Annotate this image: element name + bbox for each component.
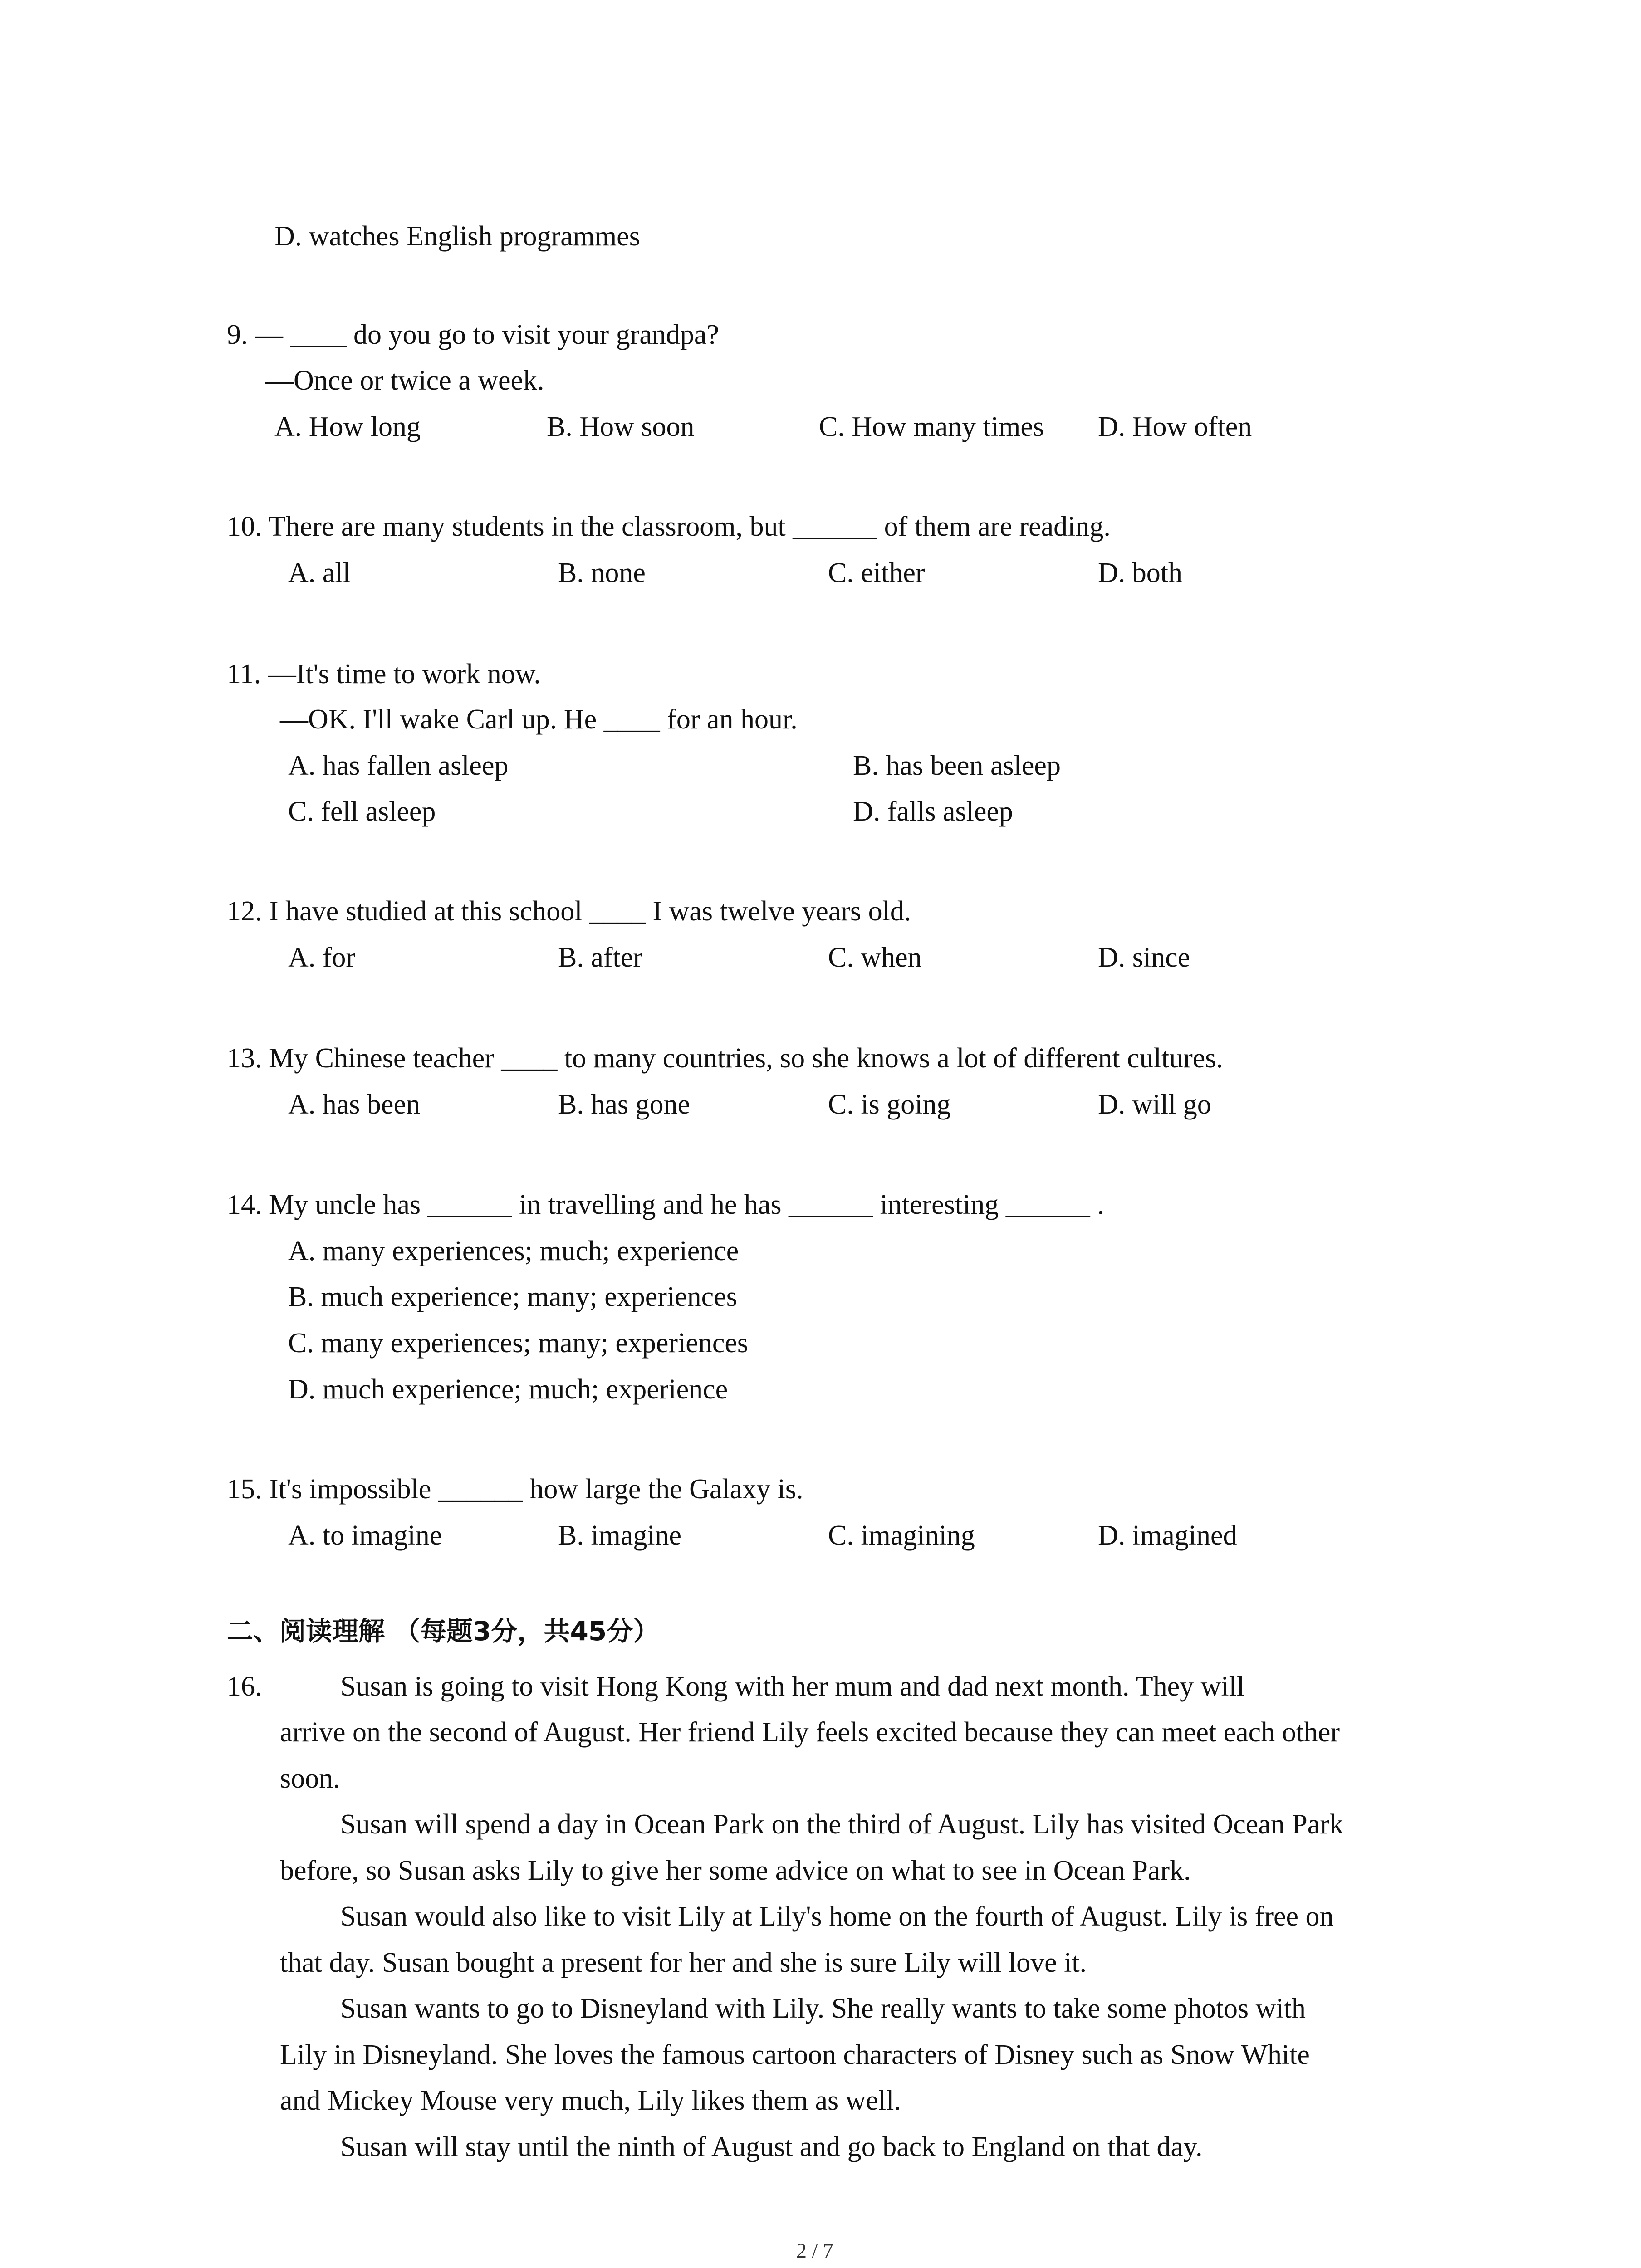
q12-option-d: D. since (1098, 942, 1190, 973)
q13-option-b: B. has gone (558, 1089, 691, 1120)
q14-option-a: A. many experiences; much; experience (288, 1236, 739, 1266)
q14-stem: 14. My uncle has ______ in travelling and he has ______ interesting ______ . (227, 1189, 1104, 1220)
section-heading: 二、阅读理解 （每题3分，共45分） (227, 1616, 660, 1647)
q16-passage-line: Susan will spend a day in Ocean Park on the third of August. Lily has visited Ocean Park (340, 1809, 1343, 1840)
q10-option-a: A. all (288, 557, 351, 588)
q13-option-a: A. has been (288, 1089, 420, 1120)
q10-option-c: C. either (828, 557, 925, 588)
q13-option-c: C. is going (828, 1089, 951, 1120)
q9-option-b: B. How soon (547, 411, 695, 442)
q16-passage-line: Susan is going to visit Hong Kong with her mum and dad next month. They will (340, 1671, 1245, 1702)
q15-stem: 15. It's impossible ______ how large the Galaxy is. (227, 1474, 803, 1505)
q16-passage-line: Susan will stay until the ninth of August and go back to England on that day. (340, 2131, 1203, 2162)
q16-passage-line: Susan would also like to visit Lily at Lily's home on the fourth of August. Lily is free on (340, 1901, 1334, 1932)
q16-number: 16. (227, 1671, 262, 1702)
q11-option-a: A. has fallen asleep (288, 750, 509, 781)
q16-passage-line: and Mickey Mouse very much, Lily likes them as well. (280, 2085, 901, 2116)
q9-option-c: C. How many times (819, 411, 1044, 442)
q11-option-c: C. fell asleep (288, 796, 436, 827)
q12-stem: 12. I have studied at this school ____ I was twelve years old. (227, 896, 911, 927)
q9-line2: —Once or twice a week. (265, 365, 544, 396)
q10-option-d: D. both (1098, 557, 1182, 588)
page-number: 2 / 7 (796, 2239, 833, 2262)
q12-option-a: A. for (288, 942, 356, 973)
q14-option-b: B. much experience; many; experiences (288, 1281, 737, 1312)
q11-option-d: D. falls asleep (853, 796, 1013, 827)
q15-option-d: D. imagined (1098, 1520, 1237, 1551)
q12-option-b: B. after (558, 942, 642, 973)
q16-passage-line: Lily in Disneyland. She loves the famous cartoon characters of Disney such as Snow White (280, 2039, 1310, 2070)
q11-option-b: B. has been asleep (853, 750, 1061, 781)
q10-option-b: B. none (558, 557, 646, 588)
q13-stem: 13. My Chinese teacher ____ to many countries, so she knows a lot of different cultures. (227, 1043, 1223, 1074)
q16-passage-line: that day. Susan bought a present for her and she is sure Lily will love it. (280, 1947, 1087, 1978)
q9-line1: 9. — ____ do you go to visit your grandpa? (227, 319, 719, 350)
q15-option-a: A. to imagine (288, 1520, 442, 1551)
q16-passage-line: soon. (280, 1763, 340, 1794)
q16-passage-line: Susan wants to go to Disneyland with Lily. She really wants to take some photos with (340, 1993, 1306, 2024)
q11-line1: 11. —It's time to work now. (227, 659, 541, 689)
q15-option-c: C. imagining (828, 1520, 975, 1551)
q8-option-d: D. watches English programmes (274, 221, 640, 252)
q14-option-d: D. much experience; much; experience (288, 1374, 728, 1405)
q16-passage-line: before, so Susan asks Lily to give her some advice on what to see in Ocean Park. (280, 1855, 1191, 1886)
q10-stem: 10. There are many students in the classroom, but ______ of them are reading. (227, 511, 1111, 542)
q12-option-c: C. when (828, 942, 922, 973)
q14-option-c: C. many experiences; many; experiences (288, 1328, 748, 1359)
q9-option-a: A. How long (274, 411, 421, 442)
q11-line2: —OK. I'll wake Carl up. He ____ for an hour. (280, 704, 798, 735)
q9-option-d: D. How often (1098, 411, 1252, 442)
q15-option-b: B. imagine (558, 1520, 682, 1551)
q16-passage-line: arrive on the second of August. Her friend Lily feels excited because they can meet each other (280, 1717, 1340, 1748)
q13-option-d: D. will go (1098, 1089, 1211, 1120)
